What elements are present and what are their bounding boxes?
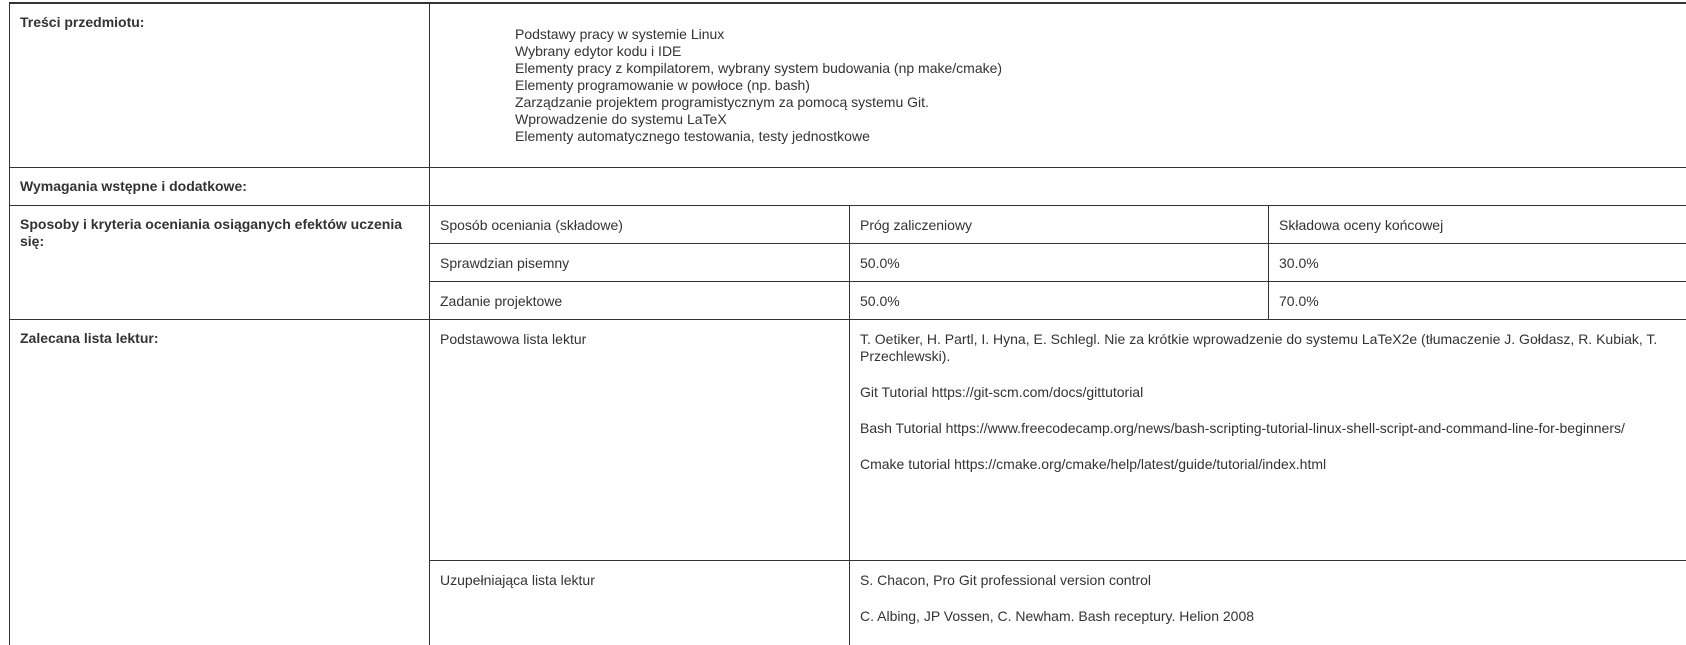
reading-list-label: Zalecana lista lektur: xyxy=(10,320,430,645)
list-item: Elementy automatycznego testowania, testy jednostkowe xyxy=(515,128,870,144)
list-item: Bash Tutorial https://www.freecodecamp.org/news/bash-scripting-tutorial-linux-shell-script-and-command-line-for-beginners/ xyxy=(860,420,1625,436)
assessment-method: Zadanie projektowe xyxy=(430,282,850,320)
reading-list-supplementary-entries xyxy=(850,561,1686,645)
assessment-method: Sprawdzian pisemny xyxy=(430,244,850,282)
list-item: Cmake tutorial https://cmake.org/cmake/help/latest/guide/tutorial/index.html xyxy=(860,456,1327,472)
course-content-row xyxy=(10,4,1686,168)
assessment-header-threshold: Próg zaliczeniowy xyxy=(850,206,1269,244)
list-item: Elementy programowanie w powłoce (np. bash) xyxy=(515,77,810,93)
list-item: Elementy pracy z kompilatorem, wybrany system budowania (np make/cmake) xyxy=(515,60,1003,76)
course-content-label: Treści przedmiotu: xyxy=(10,4,430,168)
reading-list-basic-label: Podstawowa lista lektur xyxy=(430,320,850,561)
syllabus-table xyxy=(9,2,1686,645)
prerequisites-label: Wymagania wstępne i dodatkowe: xyxy=(10,168,430,206)
course-content-cell xyxy=(430,4,1686,168)
course-content-list xyxy=(430,4,1686,145)
list-item: Wybrany edytor kodu i IDE xyxy=(515,43,682,59)
list-item: C. Albing, JP Vossen, C. Newham. Bash receptury. Helion 2008 xyxy=(860,608,1255,624)
assessment-label: Sposoby i kryteria oceniania osiąganych efektów uczenia się: xyxy=(10,206,430,320)
assessment-header-method: Sposób oceniania (składowe) xyxy=(430,206,850,244)
assessment-header-row xyxy=(10,206,1686,244)
list-item: Podstawy pracy w systemie Linux xyxy=(515,26,725,42)
list-item: Git Tutorial https://git-scm.com/docs/gittutorial xyxy=(860,384,1144,400)
prerequisites-row xyxy=(10,168,1686,206)
list-item: Zarządzanie projektem programistycznym za pomocą systemu Git. xyxy=(515,94,929,110)
prerequisites-value xyxy=(430,168,1686,206)
assessment-weight: 30.0% xyxy=(1269,244,1686,282)
list-item: S. Chacon, Pro Git professional version control xyxy=(860,572,1152,588)
list-item: Wprowadzenie do systemu LaTeX xyxy=(515,111,727,127)
assessment-threshold: 50.0% xyxy=(850,244,1269,282)
list-item: T. Oetiker, H. Partl, I. Hyna, E. Schlegl. Nie za krótkie wprowadzenie do systemu LaTeX2e (tłumaczenie J. Gołdasz, R. Kubiak, T. Przechlewski). xyxy=(860,331,1658,364)
assessment-header-weight: Składowa oceny końcowej xyxy=(1269,206,1686,244)
reading-list-supplementary-label: Uzupełniająca lista lektur xyxy=(430,561,850,645)
reading-list-basic-entries xyxy=(850,320,1686,561)
assessment-threshold: 50.0% xyxy=(850,282,1269,320)
reading-list-basic-row xyxy=(10,320,1686,561)
assessment-weight: 70.0% xyxy=(1269,282,1686,320)
